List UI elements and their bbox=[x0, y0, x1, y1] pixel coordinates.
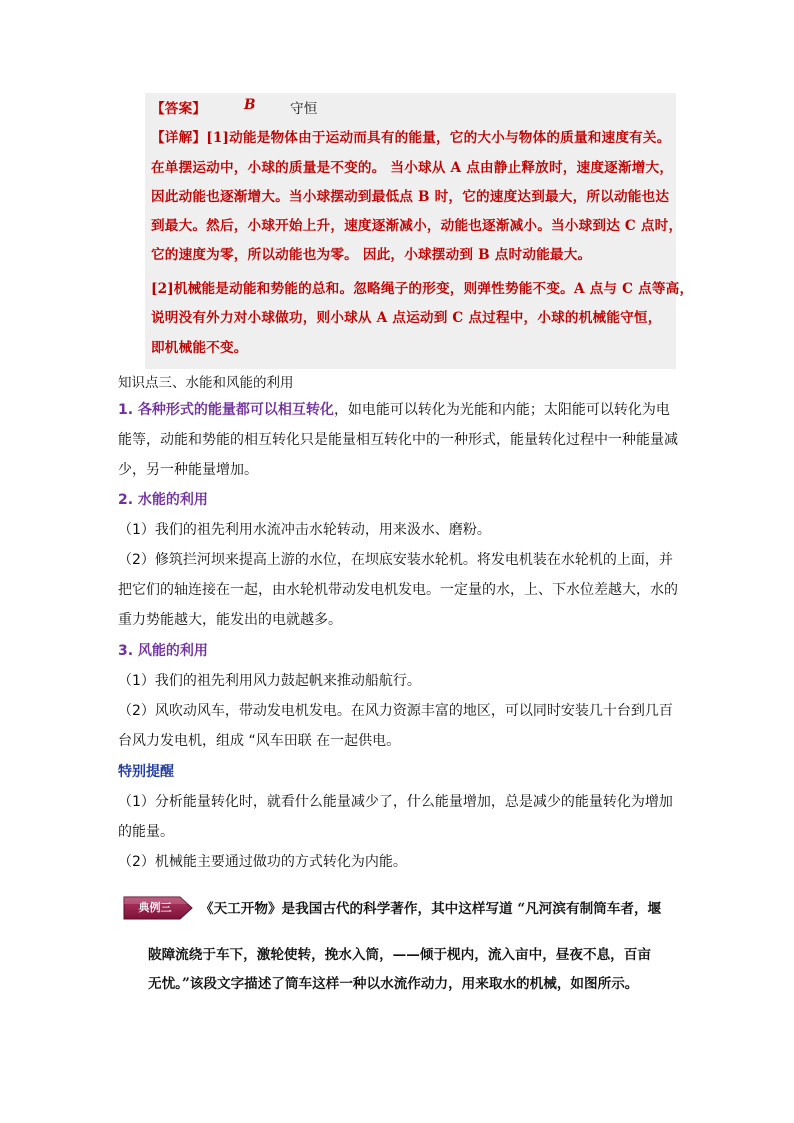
answer-detail-line-6: [2]机械能是动能和势能的总和。忽略绳子的形变，则弹性势能不变。A 点与 C 点等高， bbox=[151, 281, 694, 297]
paragraph-1-line-3: 少，另一种能量增加。 bbox=[118, 462, 258, 478]
water-item-2-line-2: 把它们的轴连接在一起，由水轮机带动发电机发电。一定量的水，上、下水位差越大，水的 bbox=[118, 582, 678, 598]
answer-detail-line-4: 到最大。然后，小球开始上升，速度逐渐减小，动能也逐渐减小。当小球到达 C 点时， bbox=[151, 218, 683, 234]
answer-detail-line-3: 因此动能也逐渐增大。当小球摆动到最低点 B 时，它的速度达到最大，所以动能也达 bbox=[151, 189, 670, 205]
answer-detail-line-5: 它的速度为零，所以动能也为零。 因此，小球摆动到 B 点时动能最大。 bbox=[151, 247, 592, 263]
detail-label: 【详解】 bbox=[151, 130, 207, 146]
reminder-item-1-line-2: 的能量。 bbox=[118, 824, 174, 840]
wind-item-2-line-2: 台风力发电机，组成 “风车田联 在一起供电。 bbox=[118, 733, 401, 749]
example-badge-label: 典例三 bbox=[138, 901, 172, 914]
answer-detail-line-2: 在单摆运动中，小球的质量是不变的。 当小球从 A 点由静止释放时，速度逐渐增大， bbox=[151, 160, 674, 176]
reminder-item-2: （2）机械能主要通过做功的方式转化为内能。 bbox=[118, 854, 407, 870]
water-item-1: （1）我们的祖先利用水流冲击水轮转动，用来汲水、磨粉。 bbox=[118, 522, 491, 538]
answer-detail-line-7: 说明没有外力对小球做功，则小球从 A 点运动到 C 点过程中，小球的机械能守恒， bbox=[151, 310, 662, 326]
heading-water-energy: 2. 水能的利用 bbox=[118, 492, 208, 508]
example-text-line-1: 《天工开物》是我国古代的科学著作，其中这样写道 “凡河滨有制筒车者，堰 bbox=[200, 901, 662, 917]
reminder-item-1-line-1: （1）分析能量转化时，就看什么能量减少了，什么能量增加，总是减少的能量转化为增加 bbox=[118, 794, 673, 810]
wind-item-1: （1）我们的祖先利用风力鼓起帆来推动船航行。 bbox=[118, 673, 421, 689]
answer-detail-line-1 bbox=[151, 126, 671, 146]
paragraph-1-tail: ，如电能可以转化为光能和内能；太阳能可以转化为电 bbox=[333, 402, 670, 418]
answer-blank-2: 守恒 bbox=[290, 101, 318, 117]
detail-text: [1]动能是物体由于运动而具有的能量，它的大小与物体的质量和速度有关。 bbox=[206, 130, 671, 146]
water-item-2-line-1: （2）修筑拦河坝来提高上游的水位，在坝底安装水轮机。将发电机装在水轮机的上面，并 bbox=[118, 552, 673, 568]
example-badge bbox=[122, 893, 194, 923]
answer-header bbox=[151, 97, 318, 117]
example-text-line-3: 无忧。”该段文字描述了筒车这样一种以水流作动力，用来取水的机械，如图所示。 bbox=[148, 976, 639, 992]
section-title: 知识点三、水能和风能的利用 bbox=[118, 375, 294, 391]
paragraph-1-heading: 1. 各种形式的能量都可以相互转化 bbox=[118, 402, 334, 418]
answer-detail-line-8: 即机械能不变。 bbox=[151, 340, 248, 356]
paragraph-1-line-2: 能等，动能和势能的相互转化只是能量相互转化中的一种形式，能量转化过程中一种能量减 bbox=[118, 432, 678, 448]
heading-wind-energy: 3. 风能的利用 bbox=[118, 643, 208, 659]
example-text-line-2: 陂障流绕于车下，激轮使转，挽水入筒，——倾于枧内，流入亩中，昼夜不息，百亩 bbox=[148, 947, 651, 963]
special-reminder-heading: 特别提醒 bbox=[118, 764, 174, 780]
paragraph-1-line-1 bbox=[118, 399, 670, 419]
answer-box bbox=[145, 93, 694, 369]
water-item-2-line-3: 重力势能越大，能发出的电就越多。 bbox=[118, 612, 342, 628]
answer-label: 【答案】 bbox=[151, 101, 207, 117]
wind-item-2-line-1: （2）风吹动风车，带动发电机发电。在风力资源丰富的地区，可以同时安装几十台到几百 bbox=[118, 703, 673, 719]
answer-blank-1: B bbox=[244, 97, 256, 113]
